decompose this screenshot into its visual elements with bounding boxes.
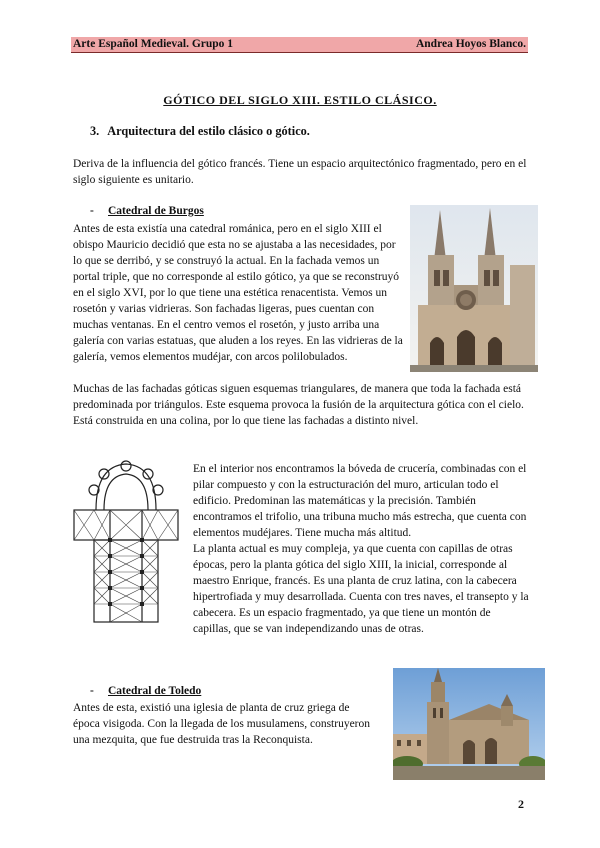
page-header — [71, 37, 528, 53]
burgos-heading-dash: - — [90, 205, 94, 217]
toledo-heading-dash: - — [90, 685, 94, 697]
page-title: GÓTICO DEL SIGLO XIII. ESTILO CLÁSICO. — [163, 93, 437, 107]
burgos-floor-plan — [70, 460, 182, 628]
toledo-heading — [90, 685, 201, 697]
toledo-cathedral-photo — [393, 668, 545, 780]
header-course: Arte Español Medieval. Grupo 1 — [73, 38, 234, 50]
intro-paragraph: Deriva de la influencia del gótico francés. Tiene un espacio arquitectónico fragmentado, pero en el siglo siguiente es unitario. — [73, 158, 527, 186]
header-author: Andrea Hoyos Blanco. — [415, 38, 526, 50]
toledo-paragraph-1: Antes de esta, existió una iglesia de planta de cruz griega de época visigoda. Con la llegada de los musulamens, construyeron una mezquita, que fue destruida tras la Reconquista. — [73, 702, 371, 746]
page-number: 2 — [518, 797, 524, 811]
burgos-cathedral-photo — [410, 205, 538, 372]
burgos-heading — [90, 205, 204, 217]
burgos-paragraph-3: En el interior nos encontramos la bóveda de crucería, combinadas con el pilar compuesto y con la estructuración del muro, articulan todo el edificio. Predominan las matemáticas y la precisión. También encontramos el trifolio, una tribuna mucho más estrecha, que cuenta con elementos mudéjares. Tiene mucha más altitud. — [193, 463, 527, 539]
section-number: 3. — [90, 124, 100, 138]
section-label: Arquitectura del estilo clásico o gótico. — [107, 124, 310, 138]
burgos-heading-label: Catedral de Burgos — [108, 205, 204, 217]
burgos-paragraph-2: Muchas de las fachadas góticas siguen esquemas triangulares, de manera que toda la fachada está predominada por triángulos. Este esquema provoca la fusión de la arquitectura gótica con el cielo. Está construida en una colina, por lo que tiene las fachadas a distinto nivel. — [73, 383, 524, 427]
section-heading — [90, 124, 310, 139]
burgos-paragraph-4: La planta actual es muy compleja, ya que cuenta con capillas de otras épocas, pero la planta gótica del siglo XIII, la inicial, corresponde al maestro Enrique, francés. Es una planta de cruz latina, con la cabecera hipertrofiada y muy desarrollada. Cuenta con tres naves, el transepto y la cabecera. Es un espacio fragmentado, ya que tiene un montón de capillas, que se van independizando unas de otras. — [193, 543, 529, 635]
toledo-heading-label: Catedral de Toledo — [108, 685, 202, 697]
burgos-paragraph-1: Antes de esta existía una catedral románica, pero en el siglo XIII el obispo Mauricio decidió que esta no se ajustaba a las necesidades, por lo que se derribó, y se construyó la actual. En la fachada vemos un portal triple, que no corresponde al estilo gótico, ya que se reconstruyó en el siglo XVI, por lo que tiene una estética renacentista. Vemos un rosetón y varias vidrieras. Son fachadas ligeras, pues cuentan con muchas ventanas. En el centro vemos el rosetón, y justo arriba una galería con varias estatuas, que aluden a los reyes. En las vidrieras de la galería, vemos elementos mudéjar, con arcos polilobulados. — [73, 223, 403, 363]
